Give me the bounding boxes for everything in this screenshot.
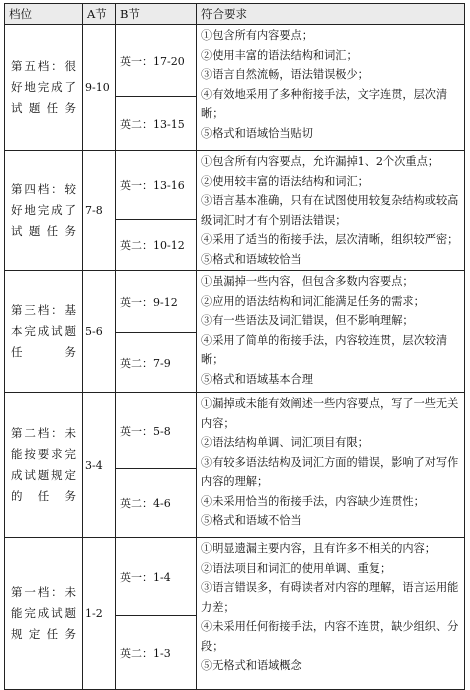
requirement-item: ③有一些语法及词汇错误，但不影响理解；: [201, 314, 414, 327]
requirement-item: ②语法项目和词汇的使用单调、重复；: [201, 561, 392, 575]
requirement-item: ④采用了简单的衔接手法，内容较连贯，层次较清晰；: [201, 333, 448, 366]
table-row: [5, 151, 465, 220]
requirement-item: ④未采用恰当的衔接手法，内容缺少连贯性；: [201, 494, 425, 508]
requirement-item: ④未采用任何衔接手法，内容不连贯，缺少组织、分段；: [201, 620, 459, 653]
requirement-item: ⑤格式和语域较恰当: [201, 252, 302, 266]
band-score-eng2: 英二：4-6: [116, 469, 197, 538]
band-name: 第四档：较好地完成了试题任务: [5, 151, 83, 271]
band-score-eng1: 英一：17-20: [116, 25, 197, 97]
requirement-item: ①包含所有内容要点；: [201, 29, 313, 42]
header-section-a: A节: [83, 4, 116, 25]
header-requirements: 符合要求: [197, 4, 465, 25]
band-score-a: 7-8: [83, 151, 116, 271]
requirement-item: ③语言自然流畅，语法错误极少；: [201, 68, 369, 81]
band-score-eng2: 英二：13-15: [116, 97, 197, 151]
table-row: [5, 538, 465, 616]
scoring-table: [4, 3, 465, 690]
band-requirements: [197, 25, 465, 151]
requirement-item: ⑤格式和语域恰当贴切: [201, 126, 313, 140]
requirement-item: ⑤格式和语域不恰当: [201, 514, 302, 527]
table-row: [5, 393, 465, 469]
requirement-item: ②使用较丰富的语法结构和词汇；: [201, 174, 369, 188]
requirement-item: ③有较多语法结构及词汇方面的错误，影响了对写作内容的理解；: [201, 455, 459, 488]
band-requirements: [197, 538, 465, 690]
band-score-eng1: 英一：9-12: [116, 271, 197, 333]
band-name: 第二档：未能按要求完成试题规定的任务: [5, 393, 83, 538]
requirement-item: ①包含所有内容要点，允许漏掉1、2个次重点；: [201, 155, 439, 168]
band-score-a: 5-6: [83, 271, 116, 393]
table-row: [5, 25, 465, 97]
band-score-eng1: 英一：13-16: [116, 151, 197, 220]
band-name: 第三档：基本完成试题任务: [5, 271, 83, 393]
band-requirements: [197, 271, 465, 393]
band-name: 第五档：很好地完成了试题任务: [5, 25, 83, 151]
band-name: 第一档：未能完成试题规定任务: [5, 538, 83, 690]
header-band: 档位: [5, 4, 83, 25]
requirement-item: ⑤无格式和语域概念: [201, 659, 302, 672]
requirement-item: ④有效地采用了多种衔接手法，文字连贯，层次清晰；: [201, 87, 448, 120]
band-score-eng2: 英二：1-3: [116, 616, 197, 690]
requirement-item: ①虽漏掉一些内容，但包含多数内容要点；: [201, 275, 414, 288]
requirement-item: ⑤格式和语域基本合理: [201, 372, 313, 386]
band-requirements: [197, 393, 465, 538]
band-score-eng1: 英一：1-4: [116, 538, 197, 616]
table-row: [5, 271, 465, 333]
band-score-a: 1-2: [83, 538, 116, 690]
header-row: [5, 4, 465, 25]
requirement-item: ②应用的语法结构和词汇能满足任务的需求；: [201, 294, 425, 308]
requirement-item: ③语言错误多，有碍读者对内容的理解，语言运用能力差；: [201, 581, 459, 614]
requirement-item: ④采用了适当的衔接手法，层次清晰，组织较严密；: [201, 233, 459, 246]
header-section-b: B节: [116, 4, 197, 25]
band-requirements: [197, 151, 465, 271]
requirement-item: ②使用丰富的语法结构和词汇；: [201, 48, 358, 62]
requirement-item: ①明显遗漏主要内容，且有许多不相关的内容；: [201, 542, 436, 555]
band-score-eng2: 英二：10-12: [116, 220, 197, 271]
band-score-eng2: 英二：7-9: [116, 333, 197, 393]
requirement-item: ③语言基本准确，只有在试图使用较复杂结构或较高级词汇时才有个别语法错误；: [201, 194, 459, 227]
band-score-eng1: 英一：5-8: [116, 393, 197, 469]
requirement-item: ①漏掉或未能有效阐述一些内容要点，写了一些无关内容；: [201, 397, 459, 430]
band-score-a: 3-4: [83, 393, 116, 538]
requirement-item: ②语法结构单调、词汇项目有限；: [201, 436, 369, 449]
band-score-a: 9-10: [83, 25, 116, 151]
